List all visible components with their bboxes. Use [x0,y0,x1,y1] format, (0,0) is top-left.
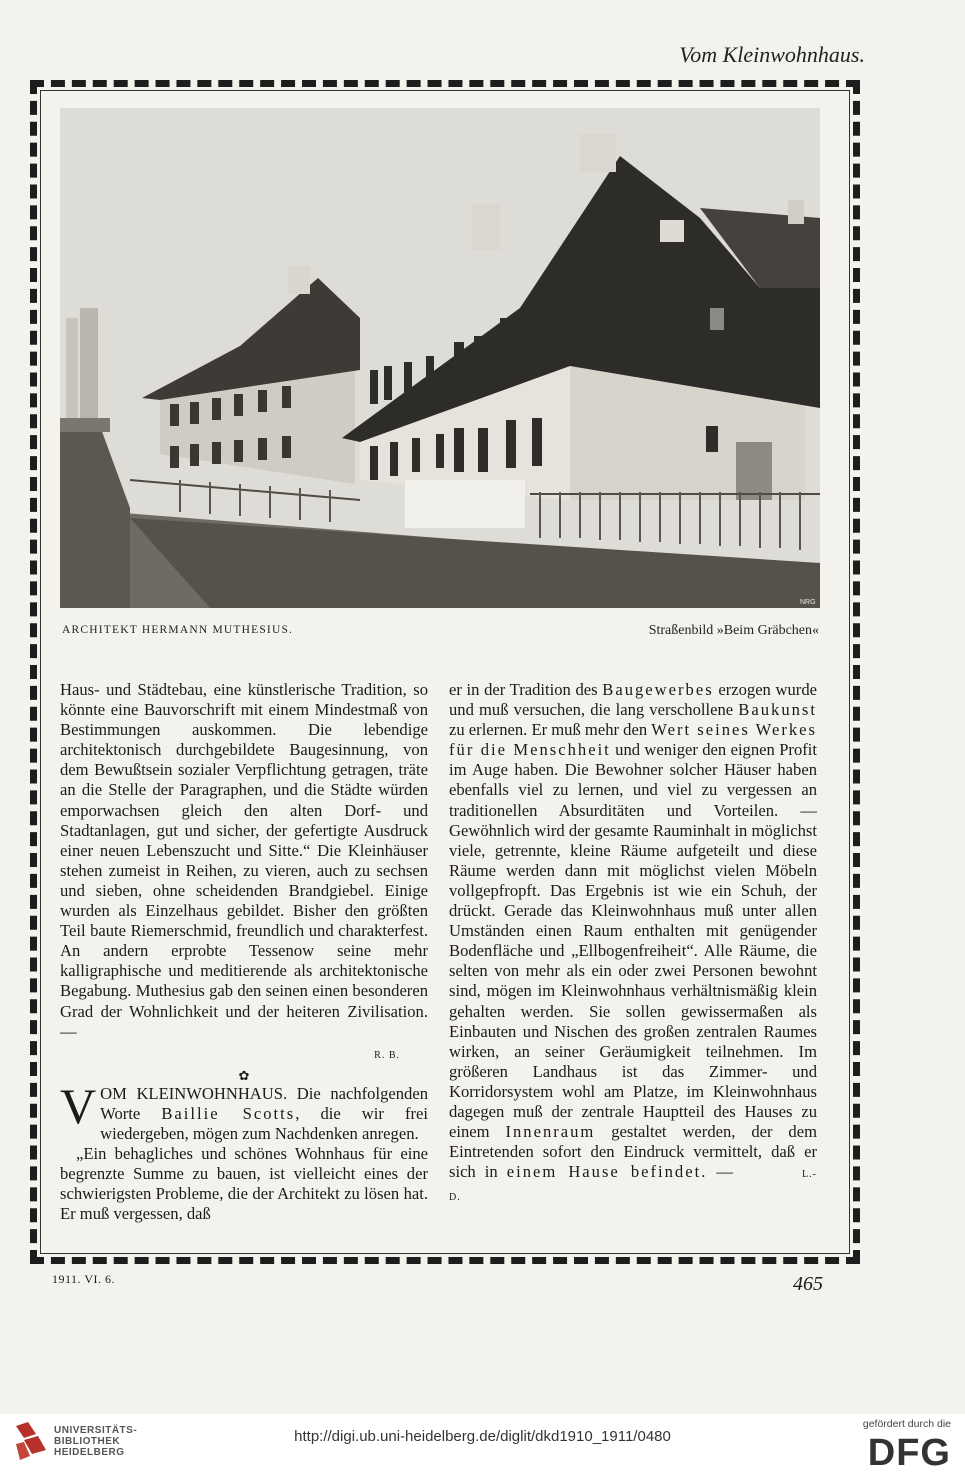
dfg-logo: DFG [867,1432,951,1474]
right-text-1: er in der Tradition des [449,680,598,699]
photo-mark: NRG [800,599,816,606]
institution-line-1: UNIVERSITÄTS- [54,1425,138,1436]
signature-rb: R. B. [374,1049,400,1061]
library-footer-bar [0,1414,965,1478]
right-spaced-1: Baugewerbes [602,680,714,699]
caption-title: Straßenbild »Beim Gräbchen« [648,623,819,638]
right-column [449,680,817,1208]
right-text-3b: und weniger den eignen Profit im Auge haben. Die Bewohner solcher Häuser haben ebenfalls viel zu lernen, und viel zu vergessen an traditionellen Absurditäten und Vorteilen. — Gewöhnlich wird der gesamte Rauminhalt in möglichst viele, getrennte, kleine Räume aufgeteilt und diese Räume werden dann mit möglichst vielen Möbeln vollgepfropft. Das Ergebnis ist wie ein Schuh, der drückt. Gerade das Kleinwohnhaus muß unter allen Umständen einen Raum enthalten mit genügender Bodenfläche und „Ellbogenfreiheit“. Alle Räume, die selten von mehr als ein oder zwei Personen bewohnt sind, mögen im Kleinwohnhaus verhältnismäßig klein gehalten werden. Sie sollen gewissermaßen als Einbauten und Nischen des großen zentralen Raumes wirken, an seiner Geräumigkeit teilnehmen. Im größeren Landhaus ist das Zimmer- und Korridorsystem wohl am Platze, im Kleinwohnhaus dagegen muß der zentrale Hauptteil des Hauses zu einem [449,740,817,1142]
right-text-2b: zu erlernen. Er muß mehr den [449,720,648,740]
institution-line-2: BIBLIOTHEK [54,1436,121,1447]
article-heading: OM KLEINWOHNHAUS. [100,1083,288,1103]
page-number: 465 [793,1273,823,1295]
right-text-4b: gestaltet werden, der dem Eintretenden sofort den Eindruck vermittelt, daß er sich in [449,1122,817,1182]
funding-note: gefördert durch die [862,1418,951,1430]
institution-line-3: HEIDELBERG [54,1447,125,1458]
street-photograph [60,108,820,608]
left-column [60,680,428,1224]
issue-date: 1911. VI. 6. [52,1272,115,1286]
left-paragraph-1: Haus- und Städtebau, eine künstlerische Tradition, so könnte eine Bauvorschrift mit einem Mindestmaß von Bestimmungen auskommen. Die lebendige architektonisch durchgebildete Baugesinnung, von dem Bewußtsein sozialer Verpflichtung getragen, träte an die Stelle der Paragraphen, und die Städte würden emporwachsen gleich den alten Dorf- und Stadtanlagen, gut und sicher, der gefertigte Ausdruck einer neuen Lebenszucht und Sitte.“ Die Kleinhäuser stehen zumeist in Reihen, zu vieren, auch zu sechsen und sieben, ohne scheidenden Brandgiebel. Einige wurden als Einzelhaus gebildet. Bisher den größten Teil baute Riemerschmid, freundlich und charakterfest. An andern erprobte Tessenow seine mehr kalligraphische und meditierende als architektonische Begabung. Muthesius gab den seinen einen besonderen Grad der Wohnlichkeit und der heiteren Zivilisation. — [60,680,428,1041]
right-spaced-5: einem Hause befindet. [506,1162,708,1182]
right-text-1b: erzogen wurde und muß versuchen, die lang verschollene [449,680,817,720]
signature-ld: L.-D. [449,1169,817,1204]
intro-name: Baillie Scotts [161,1103,296,1123]
right-text-5b: — [716,1162,733,1182]
article-intro [60,1077,428,1144]
right-spaced-2: Baukunst [738,700,817,720]
intro-text-a: Die nachfolgenden Worte [100,1083,428,1123]
right-spaced-3: Wert seines Werkes für die Menschheit [449,720,818,760]
source-url-link[interactable]: http://digi.ub.uni-heidelberg.de/diglit/dkd1910_1911/0480 [294,1428,671,1445]
caption-architect: ARCHITEKT HERMANN MUTHESIUS. [62,624,294,636]
left-paragraph-3: „Ein behagliches und schönes Wohnhaus für eine begrenzte Summe zu bauen, ist vielleicht eines der schwierigsten Probleme, die der Architekt zu lösen hat. Er muß vergessen, daß [60,1144,428,1224]
right-spaced-4: Innenraum [505,1122,596,1142]
intro-text-b: , die wir frei wiedergeben, mögen zum Nachdenken anregen. [100,1103,428,1143]
ornament-icon: ✿ [238,1067,250,1083]
right-paragraph [449,680,817,1208]
drop-cap: V [60,1077,97,1134]
running-title: Vom Kleinwohnhaus. [679,42,865,67]
